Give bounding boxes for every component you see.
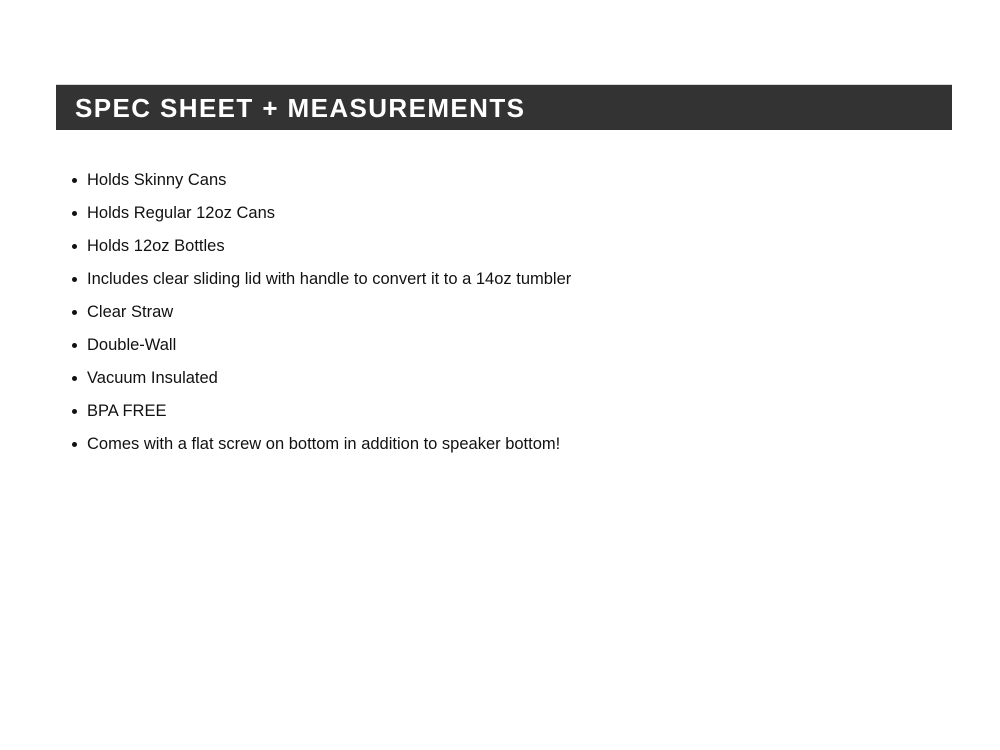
spec-item-text: Comes with a flat screw on bottom in addition to speaker bottom! bbox=[87, 435, 561, 454]
spec-item bbox=[60, 428, 571, 461]
spec-item-text: Vacuum Insulated bbox=[87, 369, 218, 388]
spec-item bbox=[60, 395, 571, 428]
bullet-icon bbox=[72, 178, 77, 183]
spec-item-text: Holds Skinny Cans bbox=[87, 171, 227, 190]
bullet-icon bbox=[72, 376, 77, 381]
spec-item-text: Includes clear sliding lid with handle to convert it to a 14oz tumbler bbox=[87, 270, 572, 289]
spec-sheet-header bbox=[56, 85, 952, 130]
spec-item-text: Double-Wall bbox=[87, 336, 177, 355]
spec-list bbox=[60, 164, 571, 461]
spec-item-text: Holds 12oz Bottles bbox=[87, 237, 225, 256]
spec-item bbox=[60, 230, 571, 263]
spec-item bbox=[60, 296, 571, 329]
bullet-icon bbox=[72, 409, 77, 414]
section-title: SPEC SHEET + MEASUREMENTS bbox=[75, 92, 526, 123]
bullet-icon bbox=[72, 310, 77, 315]
bullet-icon bbox=[72, 442, 77, 447]
bullet-icon bbox=[72, 211, 77, 216]
spec-item bbox=[60, 263, 571, 296]
spec-item bbox=[60, 329, 571, 362]
bullet-icon bbox=[72, 343, 77, 348]
spec-item bbox=[60, 164, 571, 197]
bullet-icon bbox=[72, 244, 77, 249]
bullet-icon bbox=[72, 277, 77, 282]
spec-item-text: BPA FREE bbox=[87, 402, 167, 421]
spec-item-text: Holds Regular 12oz Cans bbox=[87, 204, 276, 223]
spec-item bbox=[60, 197, 571, 230]
spec-item-text: Clear Straw bbox=[87, 303, 174, 322]
spec-item bbox=[60, 362, 571, 395]
